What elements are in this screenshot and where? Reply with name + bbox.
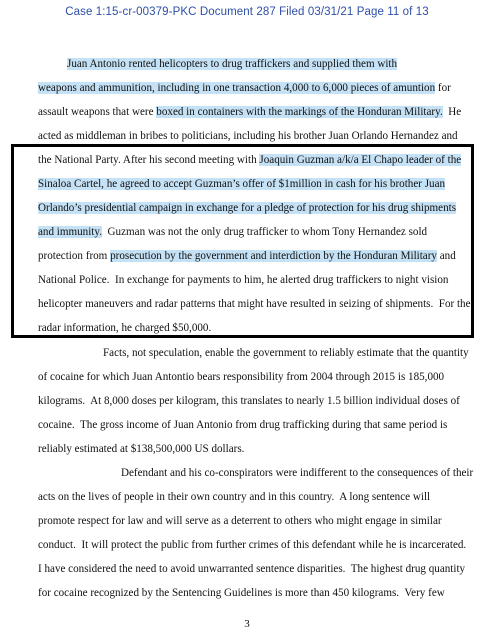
highlight-box-frame <box>11 144 474 338</box>
text-run: Guzman was not the only drug trafficker to whom Tony Hernandez sold <box>102 226 428 238</box>
text-line <box>38 514 442 528</box>
text-run: kilograms. At 8,000 doses per kilogram, this translates to nearly 1.5 billion individual doses of <box>38 395 460 407</box>
text-run: the National Party. After his second meeting with <box>38 154 260 166</box>
text-line <box>38 129 458 143</box>
text-line <box>67 57 397 71</box>
text-run: reliably estimated at $138,500,000 US dollars. <box>38 443 245 455</box>
page-number: 3 <box>244 618 250 630</box>
text-line <box>38 586 445 600</box>
text-line <box>38 418 447 432</box>
text-run: radar information, he charged $50,000. <box>38 322 212 334</box>
text-run: Defendant and his co-conspirators were indifferent to the consequences of their <box>121 467 474 479</box>
text-run: helicopter maneuvers and radar patterns that might have resulted in seizing of shipments. For the <box>38 298 471 310</box>
case-header: Case 1:15-cr-00379-PKC Document 287 Filed 03/31/21 Page 11 of 13 <box>65 6 429 18</box>
text-run: protection from <box>38 250 111 262</box>
text-line <box>38 562 465 576</box>
text-run: Facts, not speculation, enable the government to reliably estimate that the quantity <box>103 347 469 359</box>
highlighted-text: boxed in containers with the markings of the Honduran Military. <box>156 106 443 118</box>
text-line <box>38 81 451 95</box>
text-line <box>121 466 473 480</box>
text-run: National Police. In exchange for payments to him, he alerted drug traffickers to night vision <box>38 274 449 286</box>
highlighted-text: Sinaloa Cartel, he agreed to accept Guzman’s offer of $1million in cash for his brother Juan <box>38 178 446 190</box>
highlighted-text: Orlando’s presidential campaign in exchange for a pledge of protection for his drug shipments <box>38 202 457 214</box>
text-run: acts on the lives of people in their own country and in this country. A long sentence will <box>38 491 431 503</box>
highlighted-text: weapons and ammunition, including in one transaction 4,000 to 6,000 pieces of amuntion <box>38 82 436 94</box>
text-run: promote respect for law and will serve as a deterrent to others who might engage in similar <box>38 515 442 527</box>
text-run: conduct. It will protect the public from further crimes of this defendant while he is incarcerated. <box>38 539 467 551</box>
text-run: of cocaine for which Juan Antontio bears responsibility from 2004 through 2015 is 185,000 <box>38 371 445 383</box>
text-run: He <box>442 106 462 118</box>
highlighted-text: Joaquin Guzman a/k/a El Chapo leader of the <box>259 154 462 166</box>
highlighted-text: and immunity. <box>38 226 102 238</box>
text-run: acted as middleman in bribes to politicians, including his brother Juan Orlando Hernandez and <box>38 130 458 142</box>
text-run: assault weapons that were <box>38 106 157 118</box>
text-line <box>38 490 430 504</box>
text-run: for <box>435 82 451 94</box>
text-line <box>38 442 244 456</box>
text-line <box>38 370 444 384</box>
text-run: I have considered the need to avoid unwarranted sentence disparities. The highest drug quantity <box>38 563 466 575</box>
highlighted-text: Juan Antonio rented helicopters to drug traffickers and supplied them with <box>67 58 398 70</box>
text-run: cocaine. The gross income of Juan Antonio from drug trafficking during that same period is <box>38 419 448 431</box>
text-run: and <box>436 250 456 262</box>
highlighted-text: prosecution by the government and interdiction by the Honduran Military <box>110 250 437 262</box>
text-line <box>38 394 460 408</box>
text-line <box>38 105 461 119</box>
text-run: for cocaine recognized by the Sentencing Guidelines is more than 450 kilograms. Very few <box>38 587 445 599</box>
text-line <box>103 346 469 360</box>
text-line <box>38 538 466 552</box>
